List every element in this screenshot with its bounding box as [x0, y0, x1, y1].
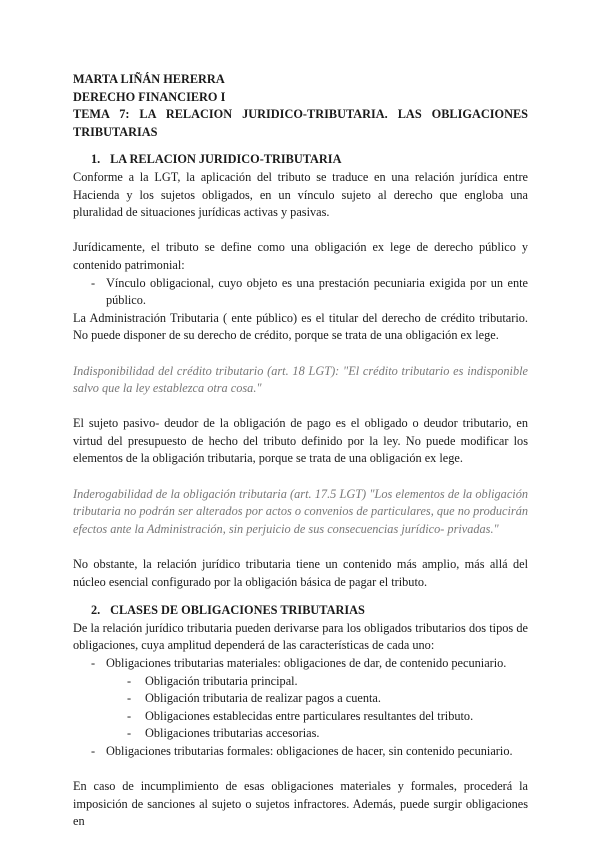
bullet-dash: -: [91, 743, 96, 758]
paragraph: Conforme a la LGT, la aplicación del tributo se traduce en una relación jurídica entre Hacienda y los sujetos obligados, en un vínculo sujeto al derecho que engloba una pluralidad de situaciones jurídicas activas y pasivas.: [73, 169, 528, 220]
paragraph: La Administración Tributaria ( ente público) es el titular del derecho de crédito tributario. No puede disponer de su derecho de crédito, porque se trata de una obligación ex lege.: [73, 310, 528, 343]
sub-list-item-text: Obligaciones tributarias accesorias.: [145, 726, 320, 741]
legal-quote: Indisponibilidad del crédito tributario (art. 18 LGT): "El crédito tributario es indisponible salvo que la ley establezca otra cosa.": [73, 363, 528, 396]
sub-list-item: [73, 673, 528, 691]
list-item-text: Obligaciones tributarias materiales: obligaciones de dar, de contenido pecuniario.: [106, 656, 507, 670]
sub-list-item-text: Obligación tributaria principal.: [145, 673, 298, 688]
document-content: [73, 71, 528, 831]
bullet-dash: -: [127, 673, 132, 688]
list-item: [73, 743, 528, 761]
section-2-number: 2.: [91, 603, 101, 618]
paragraph: Jurídicamente, el tributo se define como una obligación ex lege de derecho público y contenido patrimonial:: [73, 240, 528, 272]
list-item-text: Obligaciones tributarias formales: obligaciones de hacer, sin contenido pecuniario.: [106, 743, 513, 758]
topic-title: TEMA 7: LA RELACION JURIDICO-TRIBUTARIA. LAS OBLIGACIONES TRIBUTARIAS: [73, 107, 528, 139]
author-name: MARTA LIÑÁN HERERRA: [73, 72, 225, 86]
legal-quote: Inderogabilidad de la obligación tributaria (art. 17.5 LGT) "Los elementos de la obligación tributaria no podrán ser alterados por actos o convenios de particulares, que no producirán efectos ante la Administración, sin perjuicio de sus consecuencias jurídico- privadas.": [73, 486, 528, 536]
sub-list-item: [73, 690, 528, 708]
paragraph: El sujeto pasivo- deudor de la obligación de pago es el obligado o deudor tributario, en virtud del presupuesto de hecho del tributo definido por la ley. No puede modificar los elementos de la obligación tributaria, porque se trata de una obligación ex lege.: [73, 416, 528, 466]
paragraph: De la relación jurídico tributaria pueden derivarse para los obligados tributarios dos tipos de obligaciones, cuya amplitud dependerá de las características de cada uno:: [73, 620, 528, 653]
bullet-list: [73, 655, 528, 673]
paragraph: No obstante, la relación jurídico tributaria tiene un contenido más amplio, más allá del núcleo esencial configurado por la obligación básica de pagar el tributo.: [73, 557, 528, 589]
sub-list: [73, 673, 528, 743]
section-1-title: LA RELACION JURIDICO-TRIBUTARIA: [110, 152, 342, 167]
section-2-title: CLASES DE OBLIGACIONES TRIBUTARIAS: [110, 603, 365, 618]
bullet-dash: -: [91, 656, 96, 670]
list-item-text: Vínculo obligacional, cuyo objeto es una prestación pecuniaria exigida por un ente público.: [106, 275, 528, 308]
sub-list-item-text: Obligaciones establecidas entre particulares resultantes del tributo.: [145, 708, 474, 723]
sub-list-item-text: Obligación tributaria de realizar pagos a cuenta.: [145, 691, 381, 706]
bullet-dash: -: [127, 726, 132, 741]
section-1-heading: [91, 151, 528, 169]
section-1-number: 1.: [91, 152, 101, 167]
sub-list-item: [73, 725, 528, 743]
list-item: [73, 275, 528, 310]
section-2-heading: [91, 602, 528, 620]
bullet-list: [73, 743, 528, 761]
bullet-dash: -: [127, 708, 132, 723]
bullet-dash: -: [127, 691, 132, 706]
bullet-list: [73, 275, 528, 310]
course-name: DERECHO FINANCIERO I: [73, 89, 226, 104]
list-item: [73, 655, 528, 673]
sub-list-item: [73, 708, 528, 726]
bullet-dash: -: [91, 275, 96, 290]
paragraph: En caso de incumplimiento de esas obligaciones materiales y formales, procederá la imposición de sanciones al sujeto o sujetos infractores. Además, puede surgir obligaciones en: [73, 779, 528, 829]
